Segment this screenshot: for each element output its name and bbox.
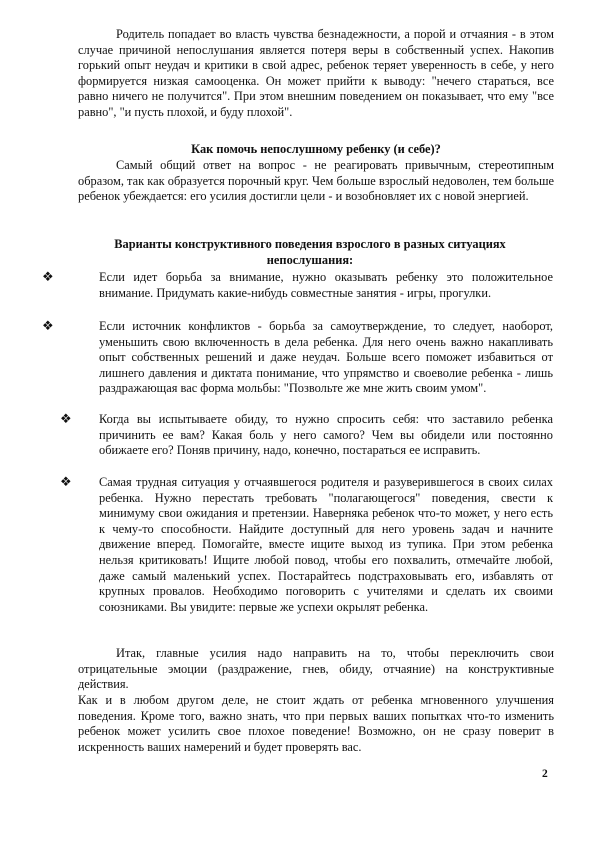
page-number: 2 bbox=[542, 768, 548, 780]
heading-how-to-help: Как помочь непослушному ребенку (и себе)? bbox=[191, 142, 441, 156]
paragraph-conclusion: Итак, главные усилия надо направить на то, чтобы переключить свои отрицательные эмоции (раздражение, гнев, обиду, отчаяние) на конструктивные действия. bbox=[78, 646, 554, 692]
bullet-diamond-icon: ❖ bbox=[42, 269, 54, 284]
heading-constructive-options: Варианты конструктивного поведения взрослого в разных ситуациях непослушания: bbox=[114, 237, 506, 267]
paragraph-intro: Родитель попадает во власть чувства безнадежности, а порой и отчаяния - в этом случае причиной непослушания является потеря веры в собственный успех. Накопив горький опыт неудач и критики в свой адрес, ребенок теряет уверенность в себе, у него формируется низкая самооценка. Он может прийти к выводу: "нечего стараться, все равно ничего не получится". При этом внешним поведением он показывает, что ему "все равно", "и пусть плохой, и буду плохой". bbox=[78, 27, 554, 119]
bullet-item-resentment: Когда вы испытываете обиду, то нужно спросить себя: что заставило ребенка причинить ее вам? Какая боль у него самого? Чем вы обидели или постоянно обижаете его? Поняв причину, надо, конечно, постараться ее исправить. bbox=[99, 412, 553, 458]
bullet-item-attention: Если идет борьба за внимание, нужно оказывать ребенку это положительное внимание. Придумать какие-нибудь совместные занятия - игры, прогулки. bbox=[99, 270, 553, 300]
paragraph-final: Как и в любом другом деле, не стоит ждать от ребенка мгновенного улучшения поведения. Кроме того, важно знать, что при первых ваших попытках что-то изменить ребенок может усилить свое плохое поведение! Возможно, он не сразу поверит в искренность ваших намерений и будет проверять вас. bbox=[78, 693, 554, 754]
bullet-diamond-icon: ❖ bbox=[60, 474, 72, 489]
bullet-item-self-assertion: Если источник конфликтов - борьба за самоутверждение, то следует, наоборот, уменьшить свою включенность в дела ребенка. Для него очень важно накапливать опыт собственных решений и даже неудач. Больше всего поможет избавиться от лишнего давления и диктата понимание, что упрямство и своеволие ребенка - лишь раздражающая вас форма мольбы: "Позвольте же мне жить своим умом". bbox=[99, 319, 553, 396]
bullet-item-despair: Самая трудная ситуация у отчаявшегося родителя и разуверившегося в своих силах ребенка. Нужно перестать требовать "полагающегося" поведения, свести к минимуму свои ожидания и претензии. Наверняка ребенок что-то может, у него есть к чему-то способности. Найдите доступный для него уровень задач и начните движение вперед. Помогайте, вместе ищите выход из тупика. При этом ребенка нельзя критиковать! Ищите любой повод, чтобы его похвалить, отмечайте любой, даже самый маленький успех. Постарайтесь подстраховывать его, избавлять от крупных провалов. Необходимо поговорить с учителями и сделать их своими союзниками. Вы увидите: первые же успехи окрылят ребенка. bbox=[99, 475, 553, 614]
bullet-diamond-icon: ❖ bbox=[60, 411, 72, 426]
paragraph-general-answer: Самый общий ответ на вопрос - не реагировать привычным, стереотипным образом, так как образуется порочный круг. Чем больше взрослый недоволен, тем больше ребенок убеждается: его усилия достигли цели - и возобновляет их с новой энергией. bbox=[78, 158, 554, 204]
bullet-diamond-icon: ❖ bbox=[42, 318, 54, 333]
